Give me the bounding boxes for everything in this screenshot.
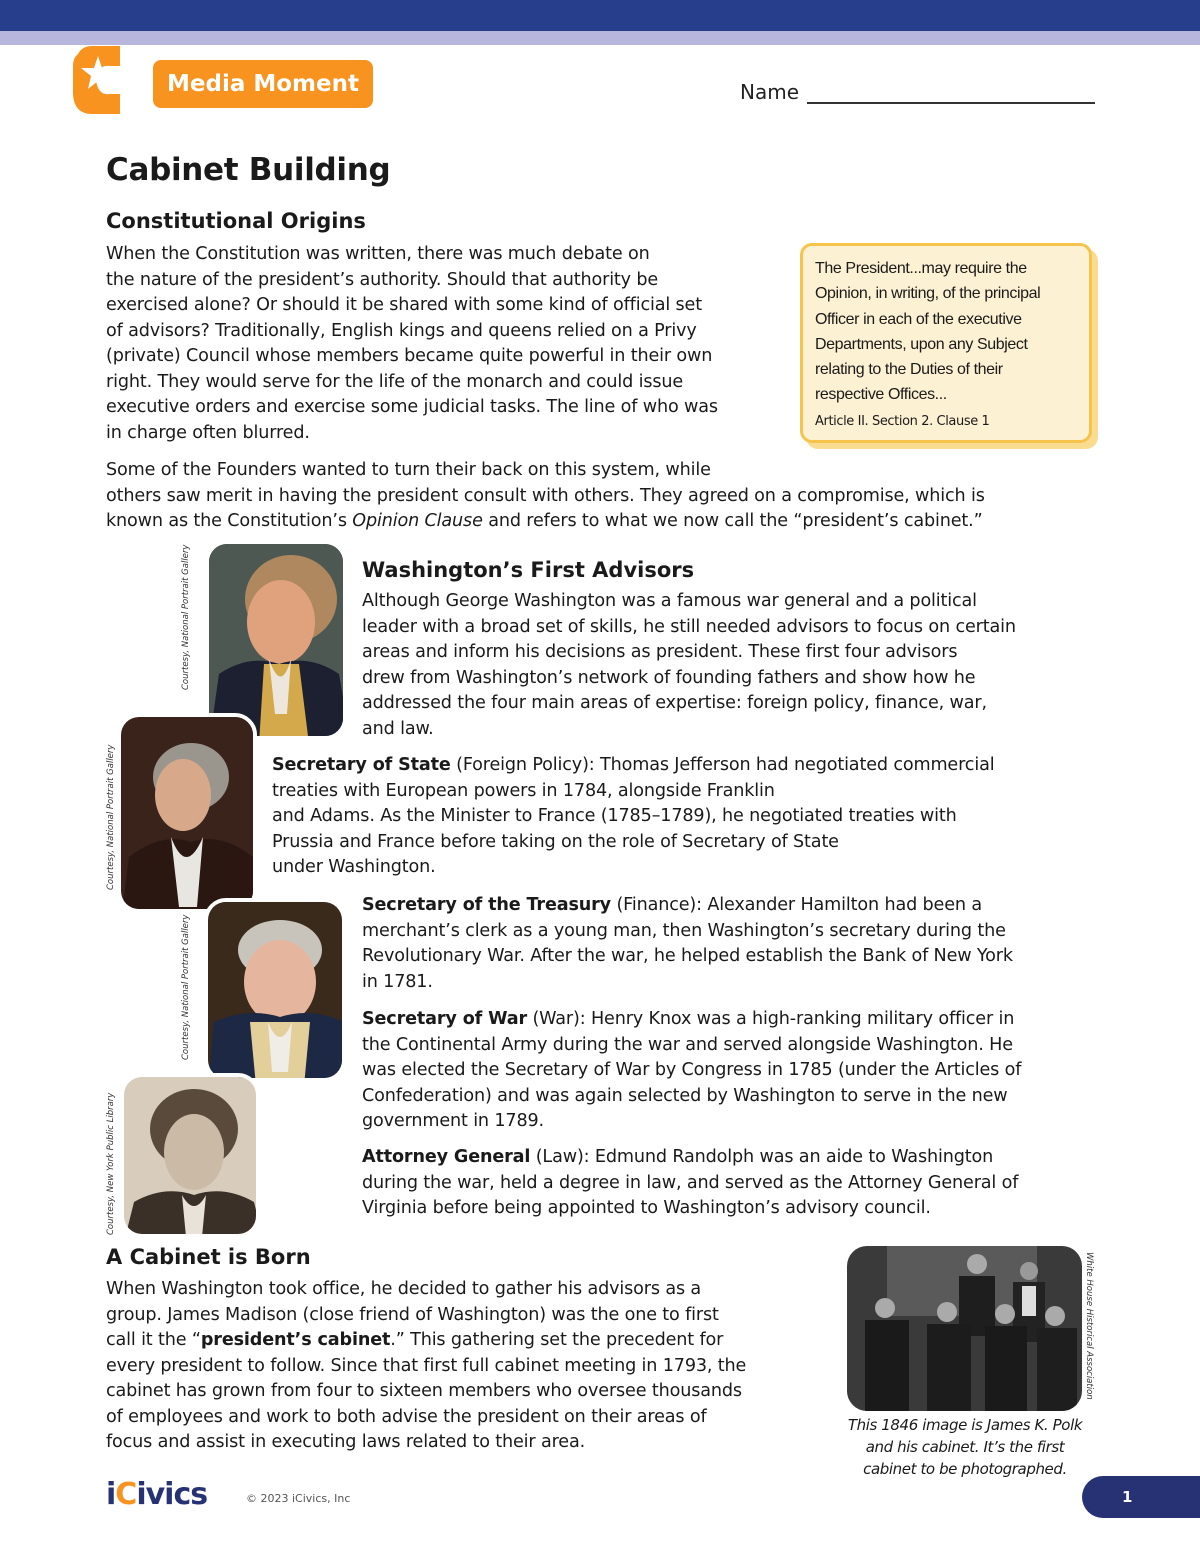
text-line: right. They would serve for the life of the monarch and could issue	[106, 371, 684, 392]
role-area: (Finance):	[611, 895, 708, 915]
section-heading-cabinet-born: A Cabinet is Born	[106, 1245, 311, 1269]
randolph-portrait	[120, 1073, 260, 1238]
origins-paragraph-2	[106, 458, 1106, 535]
text-line: areas and inform his decisions as president. These first four advisors	[362, 642, 958, 662]
copyright-notice: © 2023 iCivics, Inc	[246, 1492, 351, 1505]
text-line: group. James Madison (close friend of Washington) was the one to first	[106, 1304, 719, 1325]
text-line: government in 1789.	[362, 1111, 544, 1131]
text-line: was elected the Secretary of War by Congress in 1785 (under the Articles of	[362, 1060, 1022, 1080]
text-span: Thomas Jefferson had negotiated commercial	[600, 755, 995, 775]
text-span: Alexander Hamilton had been a	[707, 895, 982, 915]
text-line: When the Constitution was written, there was much debate on	[106, 244, 650, 264]
text-span: Henry Knox was a high-ranking military officer in	[590, 1009, 1015, 1029]
jefferson-photo-credit: Courtesy, National Portrait Gallery	[181, 544, 191, 690]
text-line: drew from Washington’s network of founding fathers and show how he	[362, 667, 976, 688]
knox-portrait	[204, 898, 346, 1082]
logo-i: i	[106, 1477, 116, 1512]
origins-paragraph-1	[106, 242, 796, 446]
page-number: 1	[1082, 1476, 1200, 1518]
quote-line: Departments, upon any Subject	[815, 335, 1028, 353]
logo-c-star: C	[115, 1477, 137, 1512]
knox-portrait-image	[208, 902, 346, 1082]
quote-line: Opinion, in writing, of the principal	[815, 285, 1041, 303]
text-line: under Washington.	[272, 857, 436, 877]
sub-banner	[0, 31, 1200, 45]
page-title: Cabinet Building	[106, 152, 391, 188]
jefferson-portrait-image	[209, 544, 347, 740]
section-heading-advisors: Washington’s First Advisors	[362, 558, 695, 582]
text-line: of employees and work to both advise the president on their areas of	[106, 1406, 707, 1427]
hamilton-portrait-image	[121, 717, 257, 913]
text-line: When Washington took office, he decided to gather his advisors as a	[106, 1279, 702, 1299]
text-span: .” This gathering set the precedent for	[390, 1330, 724, 1350]
text-line: focus and assist in executing laws related to their area.	[106, 1432, 586, 1452]
text-line: leader with a broad set of skills, he still needed advisors to focus on certain	[362, 616, 1016, 637]
quote-line: respective Offices...	[815, 386, 947, 404]
text-line: Prussia and France before taking on the role of Secretary of State	[272, 831, 839, 852]
attorney-general-paragraph	[362, 1145, 1102, 1222]
caption-line: and his cabinet. It’s the first	[865, 1438, 1065, 1456]
text-line: and law.	[362, 718, 434, 739]
text-line: exercised alone? Or should it be shared with some kind of official set	[106, 295, 702, 315]
name-input-line[interactable]	[807, 82, 1095, 104]
presidents-cabinet-term: president’s cabinet	[200, 1330, 391, 1350]
hamilton-portrait	[117, 713, 257, 913]
text-line: others saw merit in having the president consult with others. They agreed on a compromise, which is	[106, 485, 985, 506]
role-area: (Law):	[530, 1147, 595, 1167]
hamilton-photo-credit: Courtesy, National Portrait Gallery	[106, 744, 116, 890]
text-line: executive orders and exercise some judicial tasks. The line of who was	[106, 397, 718, 417]
text-line	[362, 1007, 1102, 1033]
quote-citation: Article II. Section 2. Clause 1	[815, 413, 990, 429]
polk-photo-caption	[840, 1414, 1090, 1480]
caption-line: cabinet to be photographed.	[863, 1460, 1067, 1478]
icivics-star-logo-icon	[70, 44, 128, 116]
text-line: addressed the four main areas of expertise: foreign policy, finance, war,	[362, 693, 987, 713]
jefferson-portrait	[205, 540, 347, 740]
text-line: Virginia before being appointed to Washington’s advisory council.	[362, 1198, 931, 1218]
text-span: Edmund Randolph was an aide to Washington	[594, 1147, 994, 1167]
text-line	[362, 893, 1102, 919]
quote-line: relating to the Duties of their	[815, 361, 1003, 379]
text-line: and Adams. As the Minister to France (1785–1789), he negotiated treaties with	[272, 806, 957, 826]
secretary-of-treasury-paragraph	[362, 893, 1102, 995]
text-span: known as the Constitution’s	[106, 511, 353, 531]
role-area: (War):	[527, 1009, 591, 1029]
text-span: call it the “	[106, 1330, 201, 1350]
name-label: Name	[740, 80, 800, 104]
role-title: Secretary of the Treasury	[362, 895, 611, 915]
secretary-of-state-paragraph	[272, 753, 1102, 881]
text-line: cabinet has grown from four to sixteen members who oversee thousands	[106, 1381, 742, 1401]
text-line: Some of the Founders wanted to turn their back on this system, while	[106, 460, 711, 480]
text-line	[272, 753, 1102, 779]
text-line: in charge often blurred.	[106, 422, 310, 443]
polk-photo-credit: White House Historical Association	[1084, 1252, 1094, 1400]
text-line: during the war, held a degree in law, and served as the Attorney General of	[362, 1172, 1019, 1193]
name-field[interactable]	[740, 80, 1095, 104]
text-line	[106, 509, 1106, 535]
text-line: of advisors? Traditionally, English kings and queens relied on a Privy	[106, 320, 697, 341]
constitution-quote-box	[800, 243, 1092, 443]
top-banner	[0, 0, 1200, 31]
randolph-portrait-image	[124, 1077, 260, 1238]
text-line: the Continental Army during the war and served alongside Washington. He	[362, 1034, 1013, 1055]
text-line: Although George Washington was a famous war general and a political	[362, 591, 977, 611]
text-line: Confederation) and was again selected by Washington to serve in the new	[362, 1085, 1008, 1106]
randolph-photo-credit: Courtesy, New York Public Library	[106, 1092, 116, 1235]
quote-line: Officer in each of the executive	[815, 310, 1022, 328]
text-line	[362, 1145, 1102, 1171]
knox-photo-credit: Courtesy, National Portrait Gallery	[181, 914, 191, 1060]
text-line: treaties with European powers in 1784, alongside Franklin	[272, 780, 775, 801]
caption-line: This 1846 image is James K. Polk	[847, 1416, 1083, 1434]
quote-line: The President...may require the	[815, 260, 1027, 277]
text-line: Revolutionary War. After the war, he helped establish the Bank of New York	[362, 946, 1013, 966]
logo-rest: ivics	[136, 1477, 208, 1512]
role-title: Attorney General	[362, 1147, 531, 1167]
media-moment-badge: Media Moment	[153, 60, 373, 108]
text-line: in 1781.	[362, 971, 433, 992]
role-title: Secretary of War	[362, 1009, 527, 1029]
role-area: (Foreign Policy):	[450, 755, 600, 775]
section-heading-origins: Constitutional Origins	[106, 209, 366, 233]
text-line: merchant’s clerk as a young man, then Washington’s secretary during the	[362, 920, 1006, 941]
cabinet-born-paragraph	[106, 1277, 836, 1456]
polk-cabinet-photo-image	[847, 1246, 1082, 1411]
text-span: and refers to what we now call the “president’s cabinet.”	[482, 511, 983, 531]
icivics-logo	[106, 1477, 207, 1512]
opinion-clause-term: Opinion Clause	[352, 511, 483, 531]
text-line	[106, 1328, 836, 1354]
text-line: the nature of the president’s authority. Should that authority be	[106, 269, 659, 290]
text-line: (private) Council whose members became quite powerful in their own	[106, 346, 713, 366]
advisors-intro	[362, 589, 1102, 742]
text-line: every president to follow. Since that first full cabinet meeting in 1793, the	[106, 1355, 747, 1376]
role-title: Secretary of State	[272, 755, 451, 775]
polk-cabinet-photo	[847, 1246, 1082, 1411]
secretary-of-war-paragraph	[362, 1007, 1102, 1135]
